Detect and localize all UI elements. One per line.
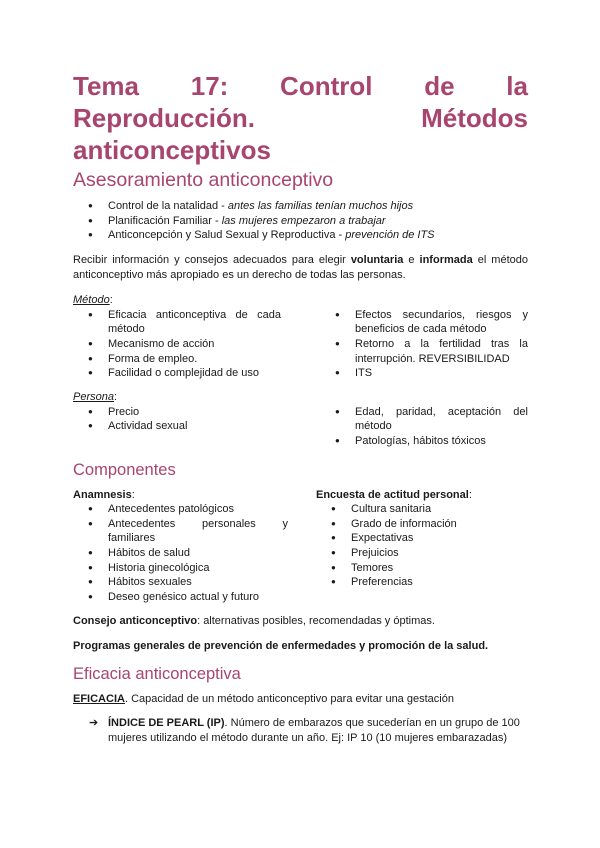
consejo-paragraph: Consejo anticonceptivo: alternativas posibles, recomendadas y óptimas. — [73, 615, 435, 628]
pearl-item: ➔ ÍNDICE DE PEARL (IP). Número de embarazos que sucederían en un grupo de 100 mujeres utilizando el método durante un año. Ej: IP 10 (10 mujeres embarazadas) — [89, 717, 520, 745]
document-page — [73, 70, 528, 746]
persona-block: Persona: ● Precio ● Actividad sexual ● Edad, paridad, aceptación del método ● Patologías, hábitos tóxicos — [73, 387, 528, 449]
eficacia-paragraph: EFICACIA. Capacidad de un método anticonceptivo para evitar una gestación — [73, 693, 454, 706]
list-item: ● Hábitos de salud — [73, 546, 288, 561]
section-heading-eficacia: Eficacia anticonceptiva — [73, 665, 241, 684]
list-item: ● Preferencias — [316, 575, 528, 590]
title-word: Métodos — [421, 103, 528, 133]
metodo-label: Método — [73, 293, 110, 306]
title-line-1 — [73, 70, 528, 102]
list-item: ● Antecedentes personales y familiares — [73, 517, 288, 546]
asesoramiento-list — [73, 199, 528, 243]
list-item: ● Precio — [73, 405, 281, 420]
list-item: ● Historia ginecológica — [73, 561, 288, 576]
title-word: de — [424, 71, 455, 101]
anamnesis-list — [73, 502, 288, 604]
list-item: ● ITS — [320, 366, 528, 381]
section-heading-asesoramiento: Asesoramiento anticonceptivo — [73, 169, 334, 191]
list-item: ● Facilidad o complejidad de uso — [73, 366, 281, 381]
title-word: 17: — [190, 71, 229, 101]
list-item: ● Temores — [316, 561, 528, 576]
list-item: ● Efectos secundarios, riesgos y beneficios de cada método — [320, 308, 528, 337]
list-item: ● Prejuicios — [316, 546, 528, 561]
encuesta-label: Encuesta de actitud personal — [316, 488, 469, 501]
list-item: ● Control de la natalidad - antes las familias tenían muchos hijos — [73, 199, 528, 214]
persona-left-list — [73, 405, 281, 449]
list-item: ● Hábitos sexuales — [73, 575, 288, 590]
list-item: ● Retorno a la fertilidad tras la interrupción. REVERSIBILIDAD — [320, 337, 528, 366]
list-item: ● Eficacia anticonceptiva de cada método — [73, 308, 281, 337]
list-item: ● Deseo genésico actual y futuro — [73, 590, 288, 605]
persona-right-list — [320, 405, 528, 449]
list-item: ● Actividad sexual — [73, 419, 281, 434]
title-line-3: anticonceptivos — [73, 135, 271, 165]
list-item: ● Grado de información — [316, 517, 528, 532]
componentes-columns: Anamnesis: ● Antecedentes patológicos ● Antecedentes personales y familiares ● Hábitos de salud ● Historia ginecológica ● Hábitos sexuales ● Deseo genésico actual y futuro Encuesta de actitud personal: ● Cultura sanitaria ● Grado de información ● Expectativas ● Prejuicios ● Temores ● Preferencias — [73, 488, 528, 605]
list-item: ● Patologías, hábitos tóxicos — [320, 434, 528, 449]
title-word: la — [506, 71, 528, 101]
list-item: ● Planificación Familiar - las mujeres empezaron a trabajar — [73, 214, 528, 229]
list-item: ● Expectativas — [316, 531, 528, 546]
list-item: ● Mecanismo de acción — [73, 337, 281, 352]
page-title — [73, 70, 528, 166]
list-item: ● Cultura sanitaria — [316, 502, 528, 517]
metodo-right-list — [320, 308, 528, 381]
title-line-2 — [73, 102, 528, 134]
anamnesis-label: Anamnesis — [73, 488, 132, 501]
section-heading-componentes: Componentes — [73, 460, 176, 479]
list-item: ● Anticoncepción y Salud Sexual y Reproductiva - prevención de ITS — [73, 228, 528, 243]
list-item: ● Edad, paridad, aceptación del método — [320, 405, 528, 434]
list-item: ● Antecedentes patológicos — [73, 502, 288, 517]
title-word: Tema — [73, 71, 139, 101]
metodo-left-list — [73, 308, 281, 381]
derecho-paragraph: Recibir información y consejos adecuados para elegir voluntaria e informada el método anticonceptivo más apropiado es un derecho de todas las personas. — [73, 253, 528, 281]
arrow-icon: ➔ — [89, 717, 99, 730]
title-word: Reproducción. — [73, 103, 256, 133]
persona-label: Persona — [73, 390, 114, 403]
list-item: ● Forma de empleo. — [73, 352, 281, 367]
title-word: Control — [280, 71, 373, 101]
programas-paragraph: Programas generales de prevención de enfermedades y promoción de la salud. — [73, 640, 489, 653]
encuesta-list — [316, 502, 528, 590]
metodo-block: Método: ● Eficacia anticonceptiva de cada método ● Mecanismo de acción ● Forma de empleo. ● Facilidad o complejidad de uso ● Efectos secundarios, riesgos y beneficios de cada método ● Retorno a la fertilidad tras la interrupción. REVERSIBILIDAD ● ITS — [73, 290, 528, 381]
